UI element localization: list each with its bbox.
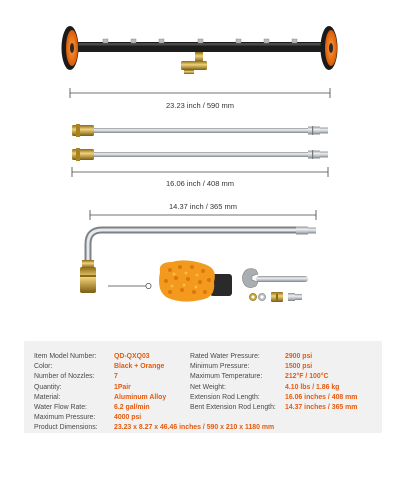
bent-rod-length-label: 14.37 inch / 365 mm	[169, 202, 237, 211]
extension-rod-length-label: 16.06 inch / 408 mm	[166, 179, 234, 188]
extension-rod-icon	[72, 124, 328, 137]
broom-width-dimension-line	[70, 88, 330, 98]
undercarriage-broom-icon	[62, 26, 338, 74]
wash-mitt-icon	[159, 260, 232, 301]
broom-width-label: 23.23 inch / 590 mm	[166, 101, 234, 110]
extension-rod-icon	[72, 148, 328, 161]
extension-rod-dimension-line	[72, 167, 328, 177]
nozzle-cleaning-needle-icon	[108, 283, 151, 288]
wrench-icon	[242, 269, 308, 288]
bent-rod-dimension-line	[90, 210, 316, 220]
fittings-icon	[249, 292, 302, 302]
specifications-panel: Item Model Number: QD-QXQ03 Color: Black + Orange Number of Nozzles: 7 Quantity: 1Pair Material: Aluminum Alloy Water Flow Rate: 6.2 gal/min Maximum Pressure: 4000 psi Product Dimensions: 23.23 x 8.27 x 46.46 inches / 590 x 210 x 1180 mm Rated Water Pressure: 2900 psi Minimum Pressure: 1500 psi Maximum Temperature: 212°F / 100°C Net Weight: 4.10 lbs / 1.86 kg Extension Rod Length: 16.06 inches / 408 mm Bent Extension Rod Length: 14.37 inches / 365 mm	[24, 341, 382, 433]
